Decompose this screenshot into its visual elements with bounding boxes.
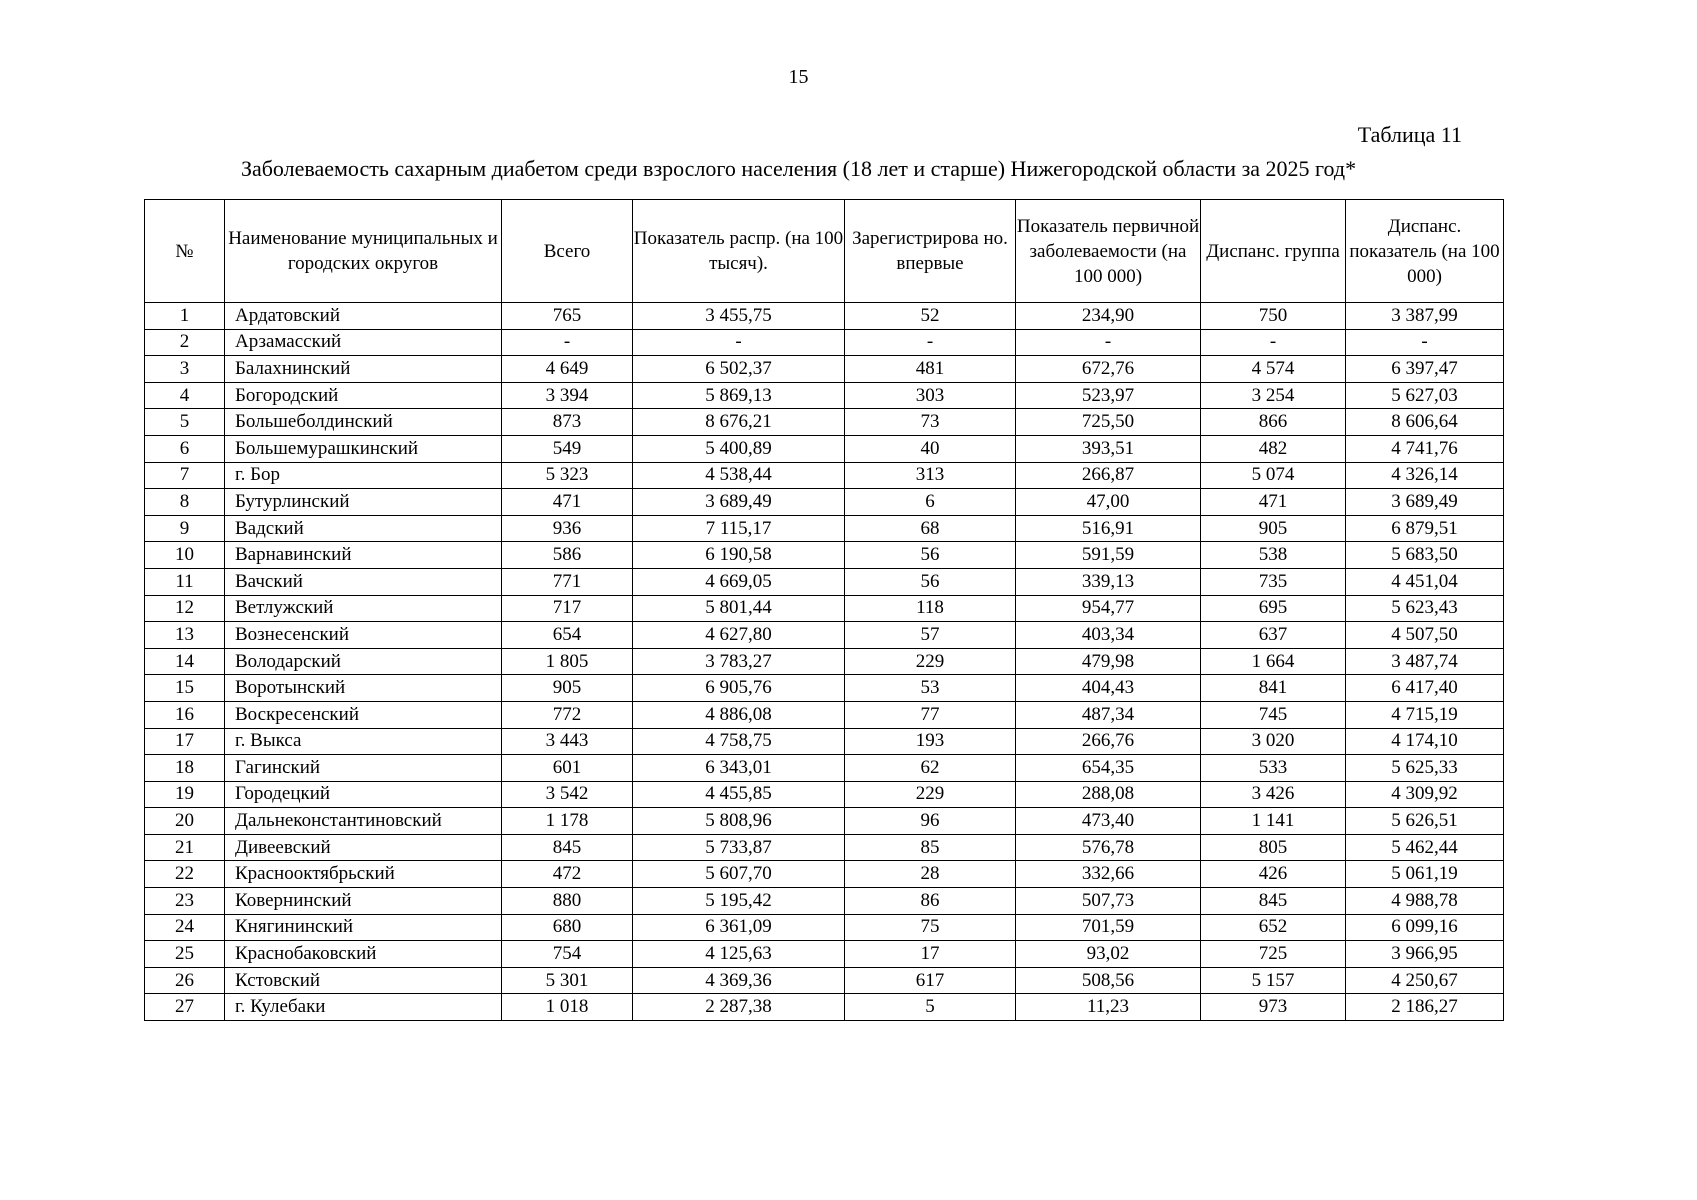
cell-dispensary-group: 845	[1201, 888, 1346, 915]
cell-prevalence-rate: 6 190,58	[633, 542, 845, 569]
table-row	[145, 356, 1504, 383]
table-row	[145, 675, 1504, 702]
cell-primary-incidence: 487,34	[1016, 701, 1201, 728]
table-row	[145, 489, 1504, 516]
cell-district-name: г. Бор	[225, 462, 502, 489]
cell-district-name: Вадский	[225, 515, 502, 542]
cell-dispensary-rate: 8 606,64	[1346, 409, 1504, 436]
cell-dispensary-group: 735	[1201, 568, 1346, 595]
header-dispensary-rate: Диспанс. показатель (на 100 000)	[1346, 200, 1504, 303]
cell-first-registered: 68	[845, 515, 1016, 542]
header-dispensary-group: Диспанс. группа	[1201, 200, 1346, 303]
cell-dispensary-group: 905	[1201, 515, 1346, 542]
cell-district-name: Краснооктябрьский	[225, 861, 502, 888]
cell-first-registered: 5	[845, 994, 1016, 1021]
cell-number: 5	[145, 409, 225, 436]
cell-prevalence-rate: -	[633, 329, 845, 356]
cell-dispensary-group: -	[1201, 329, 1346, 356]
cell-total: 3 542	[502, 781, 633, 808]
cell-first-registered: 313	[845, 462, 1016, 489]
cell-number: 4	[145, 382, 225, 409]
cell-first-registered: 57	[845, 622, 1016, 649]
cell-prevalence-rate: 3 455,75	[633, 303, 845, 330]
cell-prevalence-rate: 4 369,36	[633, 967, 845, 994]
cell-dispensary-group: 471	[1201, 489, 1346, 516]
cell-dispensary-rate: 4 988,78	[1346, 888, 1504, 915]
cell-primary-incidence: 654,35	[1016, 755, 1201, 782]
cell-district-name: Краснобаковский	[225, 941, 502, 968]
cell-prevalence-rate: 4 627,80	[633, 622, 845, 649]
cell-total: 3 443	[502, 728, 633, 755]
cell-prevalence-rate: 4 125,63	[633, 941, 845, 968]
cell-prevalence-rate: 5 607,70	[633, 861, 845, 888]
cell-district-name: Дивеевский	[225, 834, 502, 861]
cell-dispensary-rate: 3 966,95	[1346, 941, 1504, 968]
cell-primary-incidence: 479,98	[1016, 648, 1201, 675]
cell-dispensary-group: 637	[1201, 622, 1346, 649]
cell-primary-incidence: 266,87	[1016, 462, 1201, 489]
cell-dispensary-rate: 4 451,04	[1346, 568, 1504, 595]
cell-first-registered: 28	[845, 861, 1016, 888]
table-row	[145, 648, 1504, 675]
cell-number: 22	[145, 861, 225, 888]
cell-prevalence-rate: 4 538,44	[633, 462, 845, 489]
cell-number: 15	[145, 675, 225, 702]
cell-first-registered: 56	[845, 542, 1016, 569]
cell-prevalence-rate: 7 115,17	[633, 515, 845, 542]
cell-primary-incidence: 701,59	[1016, 914, 1201, 941]
cell-first-registered: 40	[845, 435, 1016, 462]
cell-total: 771	[502, 568, 633, 595]
cell-district-name: Большеболдинский	[225, 409, 502, 436]
cell-prevalence-rate: 4 758,75	[633, 728, 845, 755]
cell-prevalence-rate: 4 669,05	[633, 568, 845, 595]
table-row	[145, 861, 1504, 888]
cell-dispensary-group: 3 020	[1201, 728, 1346, 755]
header-prevalence-rate: Показатель распр. (на 100 тысяч).	[633, 200, 845, 303]
cell-district-name: Дальнеконстантиновский	[225, 808, 502, 835]
cell-dispensary-rate: 4 507,50	[1346, 622, 1504, 649]
cell-number: 6	[145, 435, 225, 462]
cell-first-registered: 229	[845, 648, 1016, 675]
cell-dispensary-group: 695	[1201, 595, 1346, 622]
cell-total: 1 178	[502, 808, 633, 835]
cell-number: 18	[145, 755, 225, 782]
cell-district-name: Кстовский	[225, 967, 502, 994]
cell-prevalence-rate: 4 455,85	[633, 781, 845, 808]
header-row	[145, 200, 1504, 303]
cell-number: 10	[145, 542, 225, 569]
cell-primary-incidence: 403,34	[1016, 622, 1201, 649]
cell-primary-incidence: 954,77	[1016, 595, 1201, 622]
cell-total: 5 301	[502, 967, 633, 994]
cell-district-name: Вачский	[225, 568, 502, 595]
cell-total: 765	[502, 303, 633, 330]
cell-total: 5 323	[502, 462, 633, 489]
cell-number: 7	[145, 462, 225, 489]
cell-prevalence-rate: 3 783,27	[633, 648, 845, 675]
cell-district-name: Воскресенский	[225, 701, 502, 728]
cell-primary-incidence: 11,23	[1016, 994, 1201, 1021]
header-first-registered: Зарегистрирова но. впервые	[845, 200, 1016, 303]
cell-dispensary-group: 5 157	[1201, 967, 1346, 994]
cell-number: 20	[145, 808, 225, 835]
cell-prevalence-rate: 5 195,42	[633, 888, 845, 915]
cell-primary-incidence: 523,97	[1016, 382, 1201, 409]
cell-district-name: Вознесенский	[225, 622, 502, 649]
cell-primary-incidence: 266,76	[1016, 728, 1201, 755]
cell-dispensary-group: 3 254	[1201, 382, 1346, 409]
cell-prevalence-rate: 5 733,87	[633, 834, 845, 861]
cell-dispensary-group: 482	[1201, 435, 1346, 462]
cell-primary-incidence: 672,76	[1016, 356, 1201, 383]
cell-total: 680	[502, 914, 633, 941]
table-row	[145, 462, 1504, 489]
table-row	[145, 542, 1504, 569]
cell-dispensary-rate: 2 186,27	[1346, 994, 1504, 1021]
header-total: Всего	[502, 200, 633, 303]
cell-prevalence-rate: 2 287,38	[633, 994, 845, 1021]
cell-primary-incidence: 393,51	[1016, 435, 1201, 462]
cell-dispensary-group: 4 574	[1201, 356, 1346, 383]
table-row	[145, 303, 1504, 330]
cell-number: 8	[145, 489, 225, 516]
cell-total: 717	[502, 595, 633, 622]
table-row	[145, 435, 1504, 462]
cell-dispensary-group: 1 141	[1201, 808, 1346, 835]
cell-dispensary-rate: 3 689,49	[1346, 489, 1504, 516]
cell-district-name: Большемурашкинский	[225, 435, 502, 462]
cell-dispensary-rate: 4 174,10	[1346, 728, 1504, 755]
cell-total: 1 805	[502, 648, 633, 675]
cell-total: 472	[502, 861, 633, 888]
table-row	[145, 914, 1504, 941]
cell-number: 26	[145, 967, 225, 994]
cell-district-name: Княгининский	[225, 914, 502, 941]
cell-dispensary-group: 426	[1201, 861, 1346, 888]
cell-district-name: Балахнинский	[225, 356, 502, 383]
cell-first-registered: 481	[845, 356, 1016, 383]
cell-first-registered: 96	[845, 808, 1016, 835]
cell-first-registered: 617	[845, 967, 1016, 994]
table-row	[145, 755, 1504, 782]
cell-number: 14	[145, 648, 225, 675]
cell-primary-incidence: 473,40	[1016, 808, 1201, 835]
cell-number: 11	[145, 568, 225, 595]
cell-dispensary-rate: 3 387,99	[1346, 303, 1504, 330]
cell-primary-incidence: 93,02	[1016, 941, 1201, 968]
cell-primary-incidence: 47,00	[1016, 489, 1201, 516]
cell-number: 9	[145, 515, 225, 542]
cell-total: 845	[502, 834, 633, 861]
cell-dispensary-group: 866	[1201, 409, 1346, 436]
cell-dispensary-rate: 5 623,43	[1346, 595, 1504, 622]
cell-number: 27	[145, 994, 225, 1021]
cell-first-registered: 17	[845, 941, 1016, 968]
table-row	[145, 808, 1504, 835]
cell-district-name: Володарский	[225, 648, 502, 675]
cell-district-name: Ардатовский	[225, 303, 502, 330]
table-label: Таблица 11	[1357, 122, 1462, 147]
cell-total: 873	[502, 409, 633, 436]
table-row	[145, 329, 1504, 356]
cell-dispensary-rate: 5 626,51	[1346, 808, 1504, 835]
cell-total: 880	[502, 888, 633, 915]
cell-total: 772	[502, 701, 633, 728]
cell-number: 13	[145, 622, 225, 649]
cell-prevalence-rate: 6 905,76	[633, 675, 845, 702]
cell-primary-incidence: 516,91	[1016, 515, 1201, 542]
cell-total: 754	[502, 941, 633, 968]
cell-district-name: Бутурлинский	[225, 489, 502, 516]
cell-first-registered: 77	[845, 701, 1016, 728]
cell-primary-incidence: 234,90	[1016, 303, 1201, 330]
cell-total: 936	[502, 515, 633, 542]
cell-total: 1 018	[502, 994, 633, 1021]
cell-dispensary-group: 652	[1201, 914, 1346, 941]
cell-dispensary-group: 841	[1201, 675, 1346, 702]
cell-primary-incidence: 288,08	[1016, 781, 1201, 808]
cell-dispensary-rate: 4 715,19	[1346, 701, 1504, 728]
cell-first-registered: 85	[845, 834, 1016, 861]
cell-prevalence-rate: 5 808,96	[633, 808, 845, 835]
cell-dispensary-rate: -	[1346, 329, 1504, 356]
table-row	[145, 994, 1504, 1021]
cell-primary-incidence: 591,59	[1016, 542, 1201, 569]
cell-district-name: Гагинский	[225, 755, 502, 782]
cell-number: 17	[145, 728, 225, 755]
table-row	[145, 515, 1504, 542]
cell-number: 23	[145, 888, 225, 915]
cell-primary-incidence: 725,50	[1016, 409, 1201, 436]
cell-total: 3 394	[502, 382, 633, 409]
cell-first-registered: 75	[845, 914, 1016, 941]
cell-first-registered: 193	[845, 728, 1016, 755]
table-row	[145, 595, 1504, 622]
cell-number: 21	[145, 834, 225, 861]
cell-district-name: г. Выкса	[225, 728, 502, 755]
header-primary-incidence: Показатель первичной заболеваемости (на 100 000)	[1016, 200, 1201, 303]
cell-number: 16	[145, 701, 225, 728]
table-row	[145, 834, 1504, 861]
cell-first-registered: 118	[845, 595, 1016, 622]
cell-total: 654	[502, 622, 633, 649]
cell-dispensary-group: 973	[1201, 994, 1346, 1021]
cell-dispensary-rate: 4 741,76	[1346, 435, 1504, 462]
cell-number: 3	[145, 356, 225, 383]
cell-total: 471	[502, 489, 633, 516]
cell-total: -	[502, 329, 633, 356]
cell-dispensary-rate: 6 879,51	[1346, 515, 1504, 542]
table-row	[145, 728, 1504, 755]
table-row	[145, 382, 1504, 409]
cell-first-registered: 52	[845, 303, 1016, 330]
table-row	[145, 888, 1504, 915]
cell-dispensary-group: 805	[1201, 834, 1346, 861]
table-row	[145, 941, 1504, 968]
cell-dispensary-group: 3 426	[1201, 781, 1346, 808]
cell-district-name: Ковернинский	[225, 888, 502, 915]
cell-first-registered: 62	[845, 755, 1016, 782]
cell-dispensary-group: 745	[1201, 701, 1346, 728]
cell-dispensary-rate: 5 625,33	[1346, 755, 1504, 782]
cell-dispensary-group: 5 074	[1201, 462, 1346, 489]
cell-number: 1	[145, 303, 225, 330]
cell-dispensary-group: 1 664	[1201, 648, 1346, 675]
cell-district-name: Арзамасский	[225, 329, 502, 356]
cell-dispensary-group: 533	[1201, 755, 1346, 782]
cell-dispensary-rate: 5 627,03	[1346, 382, 1504, 409]
cell-total: 905	[502, 675, 633, 702]
cell-total: 4 649	[502, 356, 633, 383]
cell-dispensary-group: 750	[1201, 303, 1346, 330]
cell-prevalence-rate: 5 801,44	[633, 595, 845, 622]
table-row	[145, 781, 1504, 808]
cell-prevalence-rate: 6 343,01	[633, 755, 845, 782]
cell-dispensary-rate: 6 397,47	[1346, 356, 1504, 383]
table-row	[145, 409, 1504, 436]
cell-prevalence-rate: 8 676,21	[633, 409, 845, 436]
table-row	[145, 622, 1504, 649]
cell-prevalence-rate: 4 886,08	[633, 701, 845, 728]
document-title: Заболеваемость сахарным диабетом среди взрослого населения (18 лет и старше) Нижегородской области за 2025 год*	[240, 156, 1357, 181]
cell-primary-incidence: 404,43	[1016, 675, 1201, 702]
cell-district-name: Варнавинский	[225, 542, 502, 569]
cell-district-name: Воротынский	[225, 675, 502, 702]
cell-primary-incidence: 339,13	[1016, 568, 1201, 595]
cell-first-registered: 86	[845, 888, 1016, 915]
cell-primary-incidence: -	[1016, 329, 1201, 356]
cell-total: 549	[502, 435, 633, 462]
cell-dispensary-rate: 5 061,19	[1346, 861, 1504, 888]
cell-district-name: Ветлужский	[225, 595, 502, 622]
cell-first-registered: 73	[845, 409, 1016, 436]
cell-first-registered: 6	[845, 489, 1016, 516]
cell-first-registered: -	[845, 329, 1016, 356]
cell-primary-incidence: 507,73	[1016, 888, 1201, 915]
cell-total: 601	[502, 755, 633, 782]
cell-dispensary-rate: 4 250,67	[1346, 967, 1504, 994]
cell-dispensary-group: 538	[1201, 542, 1346, 569]
cell-dispensary-rate: 3 487,74	[1346, 648, 1504, 675]
cell-prevalence-rate: 5 400,89	[633, 435, 845, 462]
cell-prevalence-rate: 6 502,37	[633, 356, 845, 383]
header-district-name: Наименование муниципальных и городских округов	[225, 200, 502, 303]
cell-prevalence-rate: 6 361,09	[633, 914, 845, 941]
cell-dispensary-rate: 5 462,44	[1346, 834, 1504, 861]
cell-primary-incidence: 508,56	[1016, 967, 1201, 994]
cell-dispensary-rate: 6 099,16	[1346, 914, 1504, 941]
cell-prevalence-rate: 5 869,13	[633, 382, 845, 409]
morbidity-table	[144, 199, 1504, 1021]
cell-dispensary-rate: 4 326,14	[1346, 462, 1504, 489]
cell-primary-incidence: 576,78	[1016, 834, 1201, 861]
table-row	[145, 701, 1504, 728]
cell-district-name: г. Кулебаки	[225, 994, 502, 1021]
cell-number: 25	[145, 941, 225, 968]
cell-dispensary-rate: 5 683,50	[1346, 542, 1504, 569]
table-row	[145, 568, 1504, 595]
cell-first-registered: 303	[845, 382, 1016, 409]
cell-total: 586	[502, 542, 633, 569]
header-number: №	[145, 200, 225, 303]
cell-first-registered: 56	[845, 568, 1016, 595]
cell-prevalence-rate: 3 689,49	[633, 489, 845, 516]
cell-dispensary-rate: 6 417,40	[1346, 675, 1504, 702]
cell-first-registered: 53	[845, 675, 1016, 702]
cell-district-name: Богородский	[225, 382, 502, 409]
cell-primary-incidence: 332,66	[1016, 861, 1201, 888]
cell-number: 2	[145, 329, 225, 356]
cell-district-name: Городецкий	[225, 781, 502, 808]
table-row	[145, 967, 1504, 994]
cell-number: 19	[145, 781, 225, 808]
page-number: 15	[788, 66, 809, 88]
cell-number: 12	[145, 595, 225, 622]
cell-number: 24	[145, 914, 225, 941]
cell-first-registered: 229	[845, 781, 1016, 808]
cell-dispensary-rate: 4 309,92	[1346, 781, 1504, 808]
cell-dispensary-group: 725	[1201, 941, 1346, 968]
